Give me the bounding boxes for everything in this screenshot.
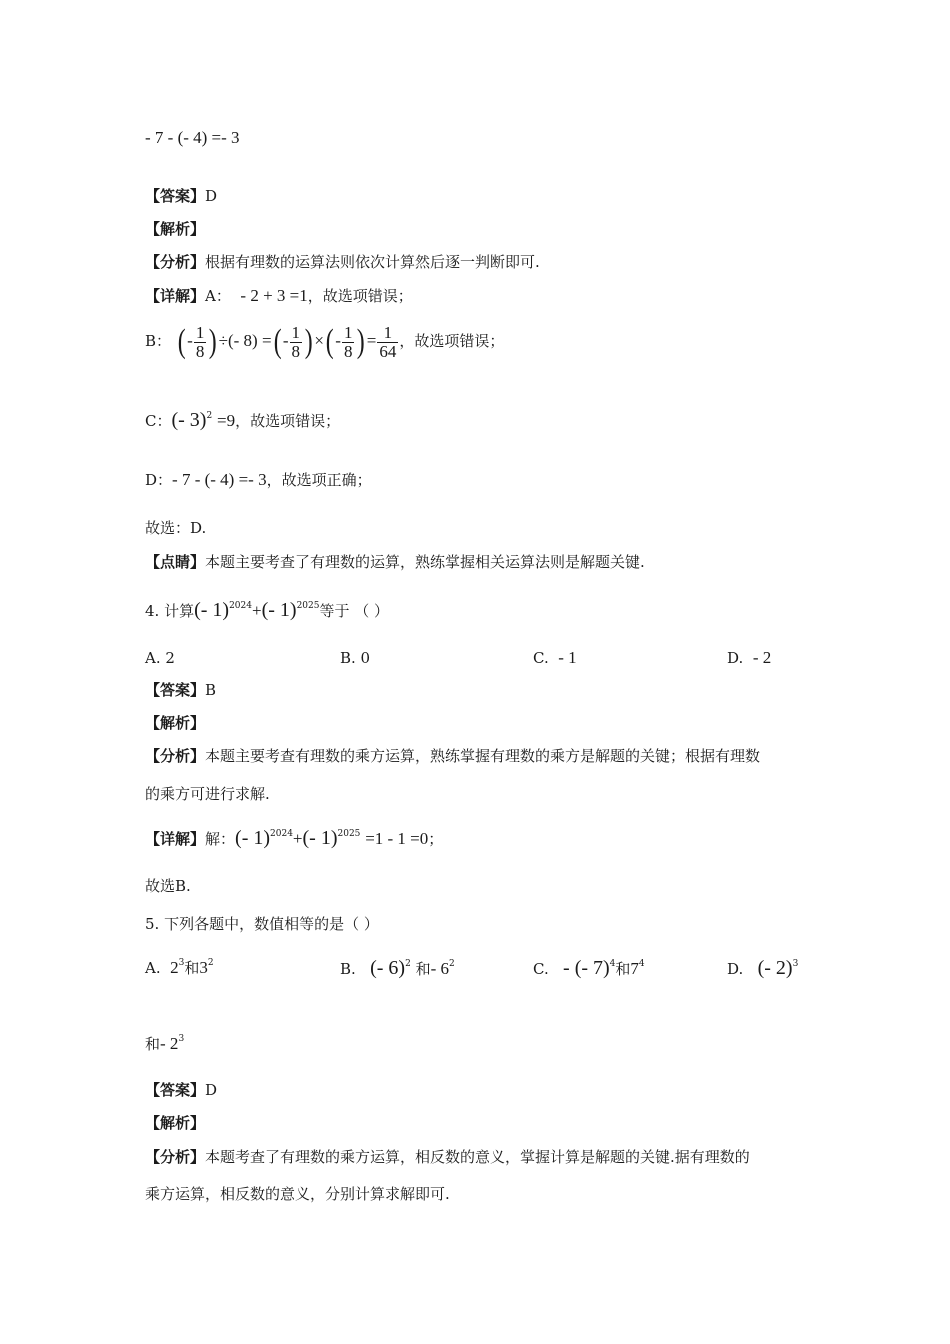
- q4-option-d-label: D.: [727, 649, 744, 667]
- divide-part: ÷(- 8) =: [218, 331, 272, 350]
- answer-label: 【答案】: [145, 681, 206, 699]
- q4-stem-suffix: 等于 （ ）: [319, 602, 390, 620]
- answer-label: 【答案】: [145, 1081, 206, 1099]
- option-d-suffix: ，故选项正确；: [266, 471, 372, 489]
- q5-d-and: 和: [145, 1035, 161, 1053]
- denominator: 8: [343, 341, 353, 361]
- fenxi-text: 根据有理数的运算法则依次计算然后逐一判断即可.: [205, 253, 540, 271]
- q5-fenxi-line2: 乘方运算，相反数的意义，分别计算求解即可.: [145, 1185, 450, 1203]
- q5-option-d: [727, 958, 798, 979]
- q4-option-c: [533, 648, 577, 668]
- q5-option-c-label: C.: [533, 960, 549, 978]
- minus-sign: -: [282, 331, 289, 350]
- q5-option-a-label: A.: [145, 959, 161, 977]
- q3-detail-a: [145, 286, 413, 306]
- numerator: 1: [195, 322, 205, 342]
- q5-b-exp1: 2: [405, 959, 411, 969]
- q4-exp1: 2024: [229, 601, 252, 611]
- left-paren: (: [177, 323, 186, 361]
- q4-detail: [145, 828, 443, 849]
- q4-plus: +: [251, 601, 262, 620]
- q5-d-base1: (- 2): [757, 957, 793, 979]
- option-c-prefix: C：: [145, 412, 172, 430]
- q3-answer: [145, 186, 217, 206]
- fenxi-text: 本题考查了有理数的乘方运算，相反数的意义，掌握计算是解题的关键.据有理数的: [205, 1148, 750, 1166]
- left-paren: (: [273, 323, 282, 361]
- q5-analysis-label: 【解析】: [145, 1114, 206, 1132]
- q5-stem: 5. 下列各题中，数值相等的是（ ）: [145, 915, 379, 933]
- q5-c-base1: - (- 7): [563, 957, 610, 979]
- fraction-one-eighth: [342, 324, 355, 361]
- q5-d-exp2: 3: [178, 1034, 185, 1044]
- q5-b-base2: - 6: [430, 959, 450, 978]
- detail-suffix: ；: [428, 830, 444, 848]
- option-a-suffix: ，故选项错误；: [307, 287, 413, 305]
- q5-option-b-label: B.: [340, 960, 356, 978]
- q5-b-and: 和: [415, 960, 431, 978]
- dianjing-label: 【点睛】: [145, 553, 206, 571]
- q4-detail-rhs: =1 - 1 =0: [365, 829, 429, 848]
- q4-choose: 故选B.: [145, 877, 191, 895]
- q3-detail-c: [145, 410, 340, 431]
- q5-c-and: 和: [615, 960, 631, 978]
- option-b-prefix: B：: [145, 332, 172, 350]
- q5-option-b: [340, 958, 455, 979]
- minus-sign: -: [335, 331, 341, 350]
- q4-detail-plus: +: [292, 829, 303, 848]
- q5-c-exp1: 4: [609, 959, 616, 969]
- q4-option-d-value: - 2: [752, 648, 772, 667]
- q5-a-exp1: 3: [178, 958, 185, 968]
- denominator: 8: [195, 341, 205, 361]
- q4-base1: (- 1): [194, 599, 230, 621]
- answer-value: D: [205, 187, 218, 205]
- q4-base2: (- 1): [261, 599, 297, 621]
- q5-option-c: [533, 958, 645, 979]
- option-d-prefix: D：: [145, 471, 173, 489]
- q3-fenxi: [145, 252, 540, 272]
- right-paren: ): [357, 323, 366, 361]
- q5-fenxi-line1: [145, 1147, 750, 1167]
- q5-b-base1: (- 6): [370, 957, 406, 979]
- denominator: 64: [379, 341, 397, 361]
- answer-value: B: [205, 681, 217, 699]
- q5-d-base2: - 2: [160, 1034, 179, 1053]
- q3-choose: 故选：D.: [145, 519, 207, 537]
- q4-option-d: [727, 648, 771, 668]
- option-d-expr: - 7 - (- 4) =- 3: [172, 470, 267, 489]
- q5-b-exp2: 2: [449, 959, 455, 969]
- q5-option-d-label: D.: [727, 960, 744, 978]
- option-a-prefix: A：: [205, 287, 231, 305]
- option-c-suffix: ，故选项错误；: [235, 412, 341, 430]
- q5-a-base1: 2: [170, 958, 179, 977]
- q5-d-exp1: 3: [792, 959, 799, 969]
- right-paren: ): [304, 323, 313, 361]
- left-paren: (: [325, 323, 334, 361]
- denominator: 8: [291, 341, 301, 361]
- right-paren: ): [209, 323, 217, 361]
- q4-fenxi-line2: 的乘方可进行求解.: [145, 785, 270, 803]
- q3-detail-d: [145, 470, 372, 490]
- prev-expression: - 7 - (- 4) =- 3: [145, 128, 240, 147]
- fenxi-label: 【分析】: [145, 253, 206, 271]
- q4-detail-base2: (- 1): [302, 827, 338, 849]
- fraction-one-sixtyfourth: [377, 324, 398, 361]
- detail-prefix: 解：: [205, 830, 236, 848]
- detail-label: 【详解】: [145, 830, 206, 848]
- dianjing-text: 本题主要考查了有理数的运算，熟练掌握相关运算法则是解题关键.: [205, 553, 645, 571]
- fraction-one-eighth: [194, 324, 207, 361]
- q3-detail-b: [145, 318, 504, 364]
- minus-sign: -: [187, 331, 193, 350]
- option-c-base: (- 3): [171, 409, 207, 431]
- answer-label: 【答案】: [145, 187, 206, 205]
- q4-option-c-label: C.: [533, 649, 549, 667]
- equals-sign: =: [366, 331, 377, 350]
- q4-answer: [145, 680, 216, 700]
- times-sign: ×: [314, 331, 324, 350]
- q4-detail-exp2: 2025: [337, 829, 361, 839]
- numerator: 1: [343, 322, 353, 342]
- answer-value: D: [205, 1081, 218, 1099]
- q4-fenxi-line1: [145, 746, 760, 766]
- q3-dianjing: [145, 552, 645, 572]
- q5-a-and: 和: [184, 959, 200, 977]
- fenxi-label: 【分析】: [145, 747, 206, 765]
- q4-exp2: 2025: [296, 601, 320, 611]
- q5-a-base2: 3: [199, 958, 208, 977]
- q4-option-a: A. 2: [145, 649, 175, 667]
- q4-detail-exp1: 2024: [270, 829, 293, 839]
- q4-analysis-label: 【解析】: [145, 714, 206, 732]
- q5-c-exp2: 4: [638, 959, 645, 969]
- q4-option-c-value: - 1: [558, 648, 577, 667]
- q4-option-b: B. 0: [340, 649, 371, 667]
- numerator: 1: [377, 324, 398, 343]
- option-c-exp: 2: [206, 411, 213, 421]
- q5-option-a: [145, 958, 214, 978]
- q4-stem-prefix: 4. 计算: [145, 602, 195, 620]
- q5-answer: [145, 1080, 217, 1100]
- q5-a-exp2: 2: [207, 958, 214, 968]
- q4-detail-base1: (- 1): [235, 827, 271, 849]
- option-a-expr: - 2 + 3 =1: [240, 286, 308, 305]
- q5-c-base2: 7: [630, 959, 639, 978]
- option-b-suffix: ，故选项错误；: [399, 332, 505, 350]
- detail-label: 【详解】: [145, 287, 206, 305]
- fenxi-text: 本题主要考查有理数的乘方运算，熟练掌握有理数的乘方是解题的关键；根据有理数: [205, 747, 761, 765]
- option-c-rhs: =9: [216, 411, 236, 430]
- q5-option-d-cont: [145, 1034, 184, 1054]
- q4-stem: [145, 600, 389, 621]
- fraction-one-eighth: [290, 324, 303, 361]
- q3-analysis-label: 【解析】: [145, 220, 206, 238]
- fenxi-label: 【分析】: [145, 1148, 206, 1166]
- option-b-expr: [176, 322, 400, 361]
- numerator: 1: [291, 322, 301, 342]
